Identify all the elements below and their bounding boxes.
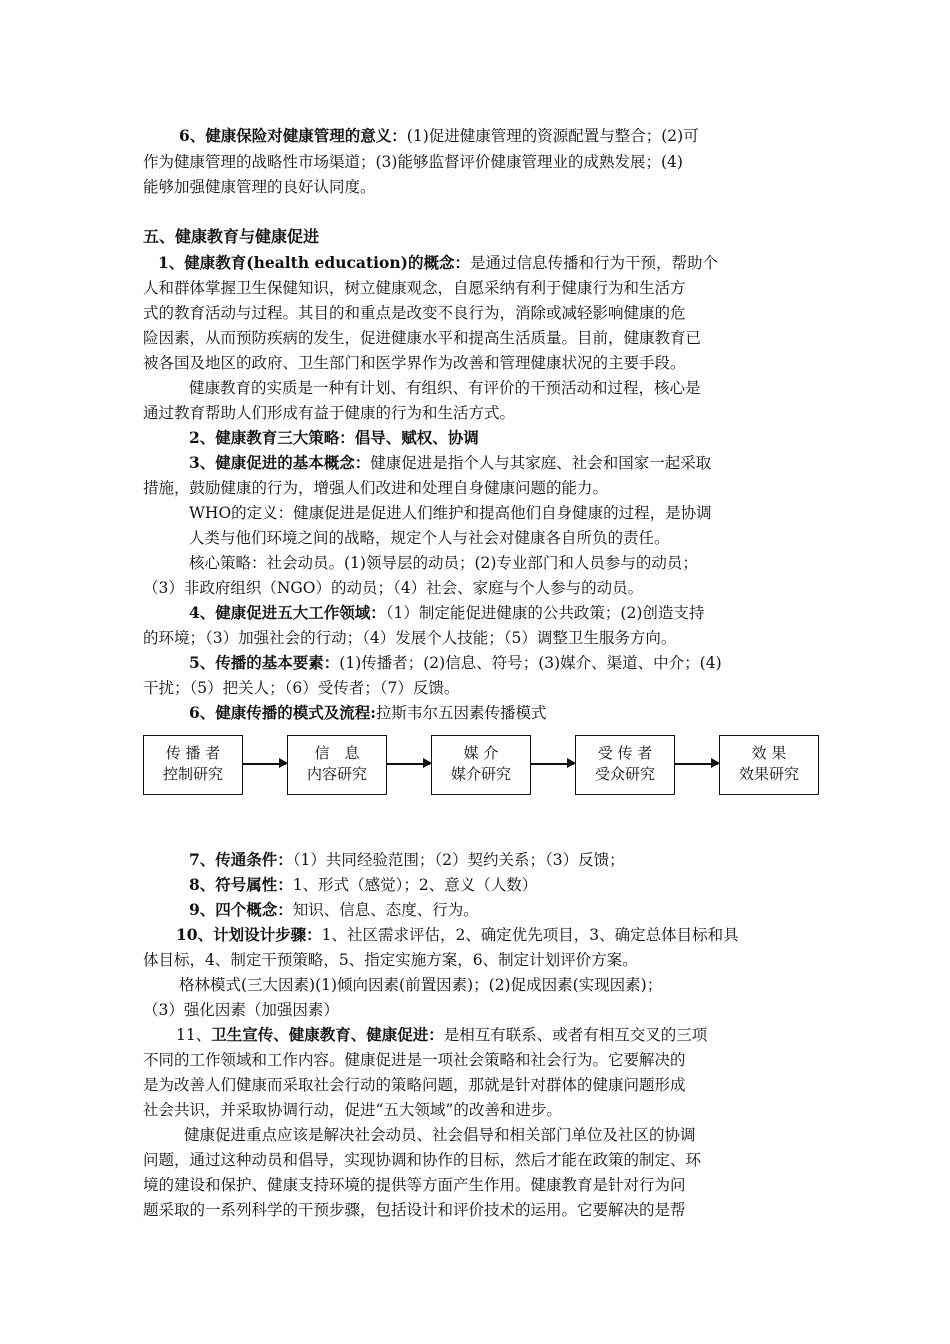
last-para-line-1: 健康促进重点应该是解决社会动员、社会倡导和相关部门单位及社区的协调	[184, 1126, 696, 1144]
last-para-line-3: 境的建设和保护、健康支持环境的提供等方面产生作用。健康教育是针对行为问	[143, 1176, 686, 1194]
item-1-para-2-line-1: 健康教育的实质是一种有计划、有组织、有评价的干预活动和过程，核心是	[189, 379, 701, 397]
item-7-heading: 7、传通条件：	[189, 850, 293, 869]
flow-box-subtitle: 效果研究	[738, 765, 799, 783]
item-7-text: （1）共同经验范围；（2）契约关系；（3）反馈；	[292, 851, 625, 869]
item-11-number: 11、	[176, 1026, 212, 1044]
flow-arrow-2	[387, 763, 430, 765]
last-para-line-2: 问题，通过这种动员和倡导，实现协调和协作的目标，然后才能在政策的制定、环	[143, 1151, 702, 1169]
item-9-line	[189, 898, 813, 922]
flow-box-medium	[431, 735, 531, 795]
item-1-heading: 1、健康教育(health education)的概念：	[158, 253, 470, 272]
item-11-heading: 卫生宣传、健康教育、健康促进：	[211, 1025, 444, 1044]
flow-box-effect	[719, 735, 819, 795]
section-6-heading: 6、健康保险对健康管理的意义：	[179, 126, 407, 145]
section-6-line-1	[179, 124, 813, 148]
core-strategy-line-1: 核心策略：社会动员。(1)领导层的动员；(2)专业部门和人员参与的动员；	[189, 554, 698, 572]
item-10-line-2: 体目标，4、制定干预策略，5、指定实施方案，6、制定计划评价方案。	[143, 951, 638, 969]
who-definition-line-1: WHO的定义：健康促进是促进人们维护和提高他们自身健康的过程，是协调	[189, 504, 712, 522]
item-3-heading: 3、健康促进的基本概念：	[189, 453, 371, 472]
item-8-text: 1、形式（感觉）；2、意义（人数）	[292, 876, 538, 894]
item-10-text: 1、社区需求评估，2、确定优先项目，3、确定总体目标和具	[321, 926, 739, 944]
item-1-line-3: 式的教育活动与过程。其目的和重点是改变不良行为，消除或减轻影响健康的危	[143, 304, 686, 322]
item-4-text: （1）制定能促进健康的公共政策；(2)创造支持	[385, 604, 705, 622]
item-11-text: 是相互有联系、或者有相互交叉的三项	[443, 1026, 708, 1044]
flow-box-message	[287, 735, 387, 795]
item-10-line-1	[176, 923, 813, 947]
flow-box-subtitle: 内容研究	[306, 765, 367, 783]
item-9-text: 知识、信息、态度、行为。	[292, 901, 479, 919]
item-5-text: (1)传播者；(2)信息、符号；(3)媒介、渠道、中介；(4)	[339, 654, 722, 672]
item-9-heading: 9、四个概念：	[189, 900, 293, 919]
section-6-line-3: 能够加强健康管理的良好认同度。	[143, 178, 376, 196]
item-11-line-1	[176, 1023, 813, 1047]
flow-box-title: 效 果	[751, 744, 787, 762]
item-4-line-1	[189, 601, 813, 625]
item-4-heading: 4、健康促进五大工作领域：	[189, 603, 386, 622]
item-11-line-3: 是为改善人们健康而采取社会行动的策略问题，那就是针对群体的健康问题形成	[143, 1076, 686, 1094]
item-4-line-2: 的环境；（3）加强社会的行动；（4）发展个人技能；（5）调整卫生服务方向。	[143, 629, 677, 647]
item-8-heading: 8、符号属性：	[189, 875, 293, 894]
item-1-line-4: 险因素，从而预防疾病的发生，促进健康水平和提高生活质量。目前，健康教育已	[143, 329, 702, 347]
flow-box-title: 信 息	[314, 744, 360, 762]
item-6-heading: 6、健康传播的模式及流程:	[189, 703, 377, 722]
item-6-line	[189, 701, 813, 725]
item-1-text: 是通过信息传播和行为干预，帮助个	[469, 254, 718, 272]
item-5-line-2: 干扰；（5）把关人；（6）受传者；（7）反馈。	[143, 679, 460, 697]
item-3-text: 健康促进是指个人与其家庭、社会和国家一起采取	[370, 454, 712, 472]
flow-box-title: 媒 介	[463, 744, 499, 762]
item-1-para-2-line-2: 通过教育帮助人们形成有益于健康的行为和生活方式。	[143, 404, 516, 422]
last-para-line-4: 题采取的一系列科学的干预步骤，包括设计和评价技术的运用。它要解决的是帮	[143, 1201, 686, 1219]
section-6-text: (1)促进健康管理的资源配置与整合；(2)可	[406, 127, 699, 145]
flow-box-subtitle: 受众研究	[594, 765, 655, 783]
item-1-line-1	[158, 251, 813, 275]
item-5-heading: 5、传播的基本要素：	[189, 653, 340, 672]
item-11-line-4: 社会共识，并采取协调行动，促进“五大领域”的改善和进步。	[143, 1101, 562, 1119]
flow-box-audience	[575, 735, 675, 795]
item-3-line-1	[189, 451, 813, 475]
flow-arrow-3	[531, 763, 574, 765]
flow-box-subtitle: 控制研究	[162, 765, 223, 783]
item-1-line-2: 人和群体掌握卫生保健知识，树立健康观念，自愿采纳有利于健康行为和生活方	[143, 279, 686, 297]
item-2-heading: 2、健康教育三大策略：倡导、赋权、协调	[189, 428, 479, 447]
green-model-line-2: （3）强化因素（加强因素）	[143, 1001, 339, 1019]
item-6-text: 拉斯韦尔五因素传播模式	[376, 704, 547, 722]
flow-box-subtitle: 媒介研究	[450, 765, 511, 783]
item-10-heading: 10、计划设计步骤：	[176, 925, 322, 944]
section-6-line-2: 作为健康管理的战略性市场渠道；(3)能够监督评价健康管理业的成熟发展；(4)	[143, 153, 683, 171]
flow-box-title: 传 播 者	[165, 744, 221, 762]
item-1-line-5: 被各国及地区的政府、卫生部门和医学界作为改善和管理健康状况的主要手段。	[143, 354, 686, 372]
flow-box-communicator	[143, 735, 243, 795]
chapter-heading: 五、健康教育与健康促进	[143, 227, 320, 246]
item-3-line-2: 措施，鼓励健康的行为，增强人们改进和处理自身健康问题的能力。	[143, 479, 609, 497]
flow-arrow-4	[675, 763, 718, 765]
flow-box-title: 受 传 者	[597, 744, 653, 762]
green-model-line-1: 格林模式(三大因素)(1)倾向因素(前置因素)；(2)促成因素(实现因素)；	[179, 976, 663, 994]
core-strategy-line-2: （3）非政府组织（NGO）的动员；（4）社会、家庭与个人参与的动员。	[143, 579, 644, 597]
item-7-line	[189, 848, 813, 872]
item-8-line	[189, 873, 813, 897]
flow-arrow-1	[243, 763, 286, 765]
item-5-line-1	[189, 651, 813, 675]
who-definition-line-2: 人类与他们环境之间的战略，规定个人与社会对健康各自所负的责任。	[189, 529, 670, 547]
item-11-line-2: 不同的工作领域和工作内容。健康促进是一项社会策略和社会行为。它要解决的	[143, 1051, 686, 1069]
